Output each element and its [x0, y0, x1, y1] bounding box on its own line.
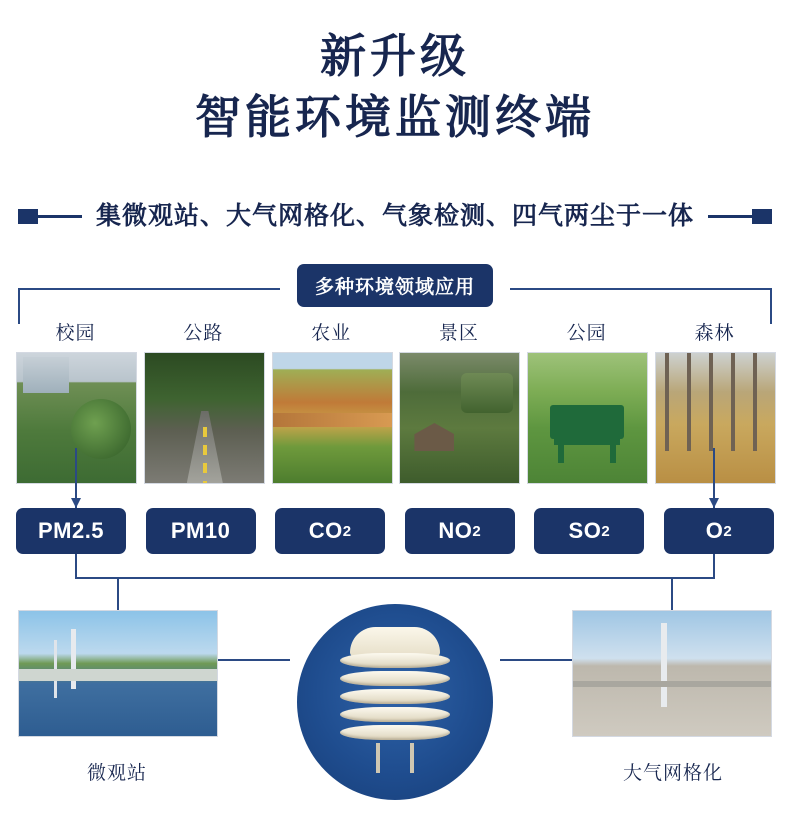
scene-label: 公园: [566, 323, 607, 344]
gas-chip-co2[interactable]: [275, 508, 385, 554]
gas-chip-label: PM2.5: [37, 518, 105, 543]
scene-row: [16, 318, 774, 484]
road-photo: [144, 352, 265, 484]
sensor-pin-left: [376, 743, 380, 773]
gas-chip-label: PM10: [170, 518, 231, 543]
sensor-pin-right: [410, 743, 414, 773]
scene-label: 农业: [311, 323, 352, 344]
gas-chip-label: CO: [308, 518, 343, 543]
scene-label: 校园: [55, 323, 96, 344]
gas-chip-subscript: 2: [723, 522, 733, 540]
scene-item-scenic: [399, 318, 518, 484]
scene-label: 森林: [694, 323, 735, 344]
gas-chip-pm25[interactable]: [16, 508, 126, 554]
sensor-fin: [340, 671, 450, 686]
scene-item-agriculture: [272, 318, 391, 484]
gas-chip-label: NO: [438, 518, 473, 543]
gas-chip-no2[interactable]: [405, 508, 515, 554]
micro-station-caption: 微观站: [86, 763, 147, 784]
application-badge: 多种环境领域应用: [297, 264, 493, 307]
headline-block: [0, 0, 790, 146]
scene-item-forest: [655, 318, 774, 484]
grid-station-caption: 大气网格化: [622, 763, 723, 784]
gas-chip-label: SO: [568, 518, 602, 543]
headline-line-2: 智能环境监测终端: [195, 90, 595, 143]
sensor-fin: [340, 653, 450, 668]
forest-photo: [655, 352, 776, 484]
gas-chip-subscript: 2: [472, 522, 482, 540]
agriculture-photo: [272, 352, 393, 484]
gas-chip-so2[interactable]: [534, 508, 644, 554]
gas-chip-subscript: 2: [601, 522, 611, 540]
scene-label: 景区: [438, 323, 479, 344]
gas-chip-row: [16, 508, 774, 554]
louvered-sensor-icon: [336, 627, 454, 777]
gas-chip-label: O: [705, 518, 724, 543]
sensor-fin: [340, 689, 450, 704]
micro-station-photo: [18, 610, 218, 737]
campus-photo: [16, 352, 137, 484]
scene-item-road: [144, 318, 263, 484]
subtitle-block: [0, 196, 790, 232]
gas-chip-subscript: 2: [342, 522, 352, 540]
gas-chip-o2[interactable]: [664, 508, 774, 554]
park-photo: [527, 352, 648, 484]
subtitle-text: 集微观站、大气网格化、气象检测、四气两尘于一体: [82, 202, 708, 230]
bottom-section: [0, 598, 790, 838]
scene-label: 公路: [183, 323, 224, 344]
scenic-photo: [399, 352, 520, 484]
headline-line-1: 新升级: [320, 30, 470, 82]
device-highlight-circle: [297, 604, 493, 800]
sensor-fin: [340, 707, 450, 722]
grid-station-photo: [572, 610, 772, 737]
scene-item-campus: [16, 318, 135, 484]
scene-item-park: [527, 318, 646, 484]
gas-chip-pm10[interactable]: [146, 508, 256, 554]
sensor-fin: [340, 725, 450, 740]
